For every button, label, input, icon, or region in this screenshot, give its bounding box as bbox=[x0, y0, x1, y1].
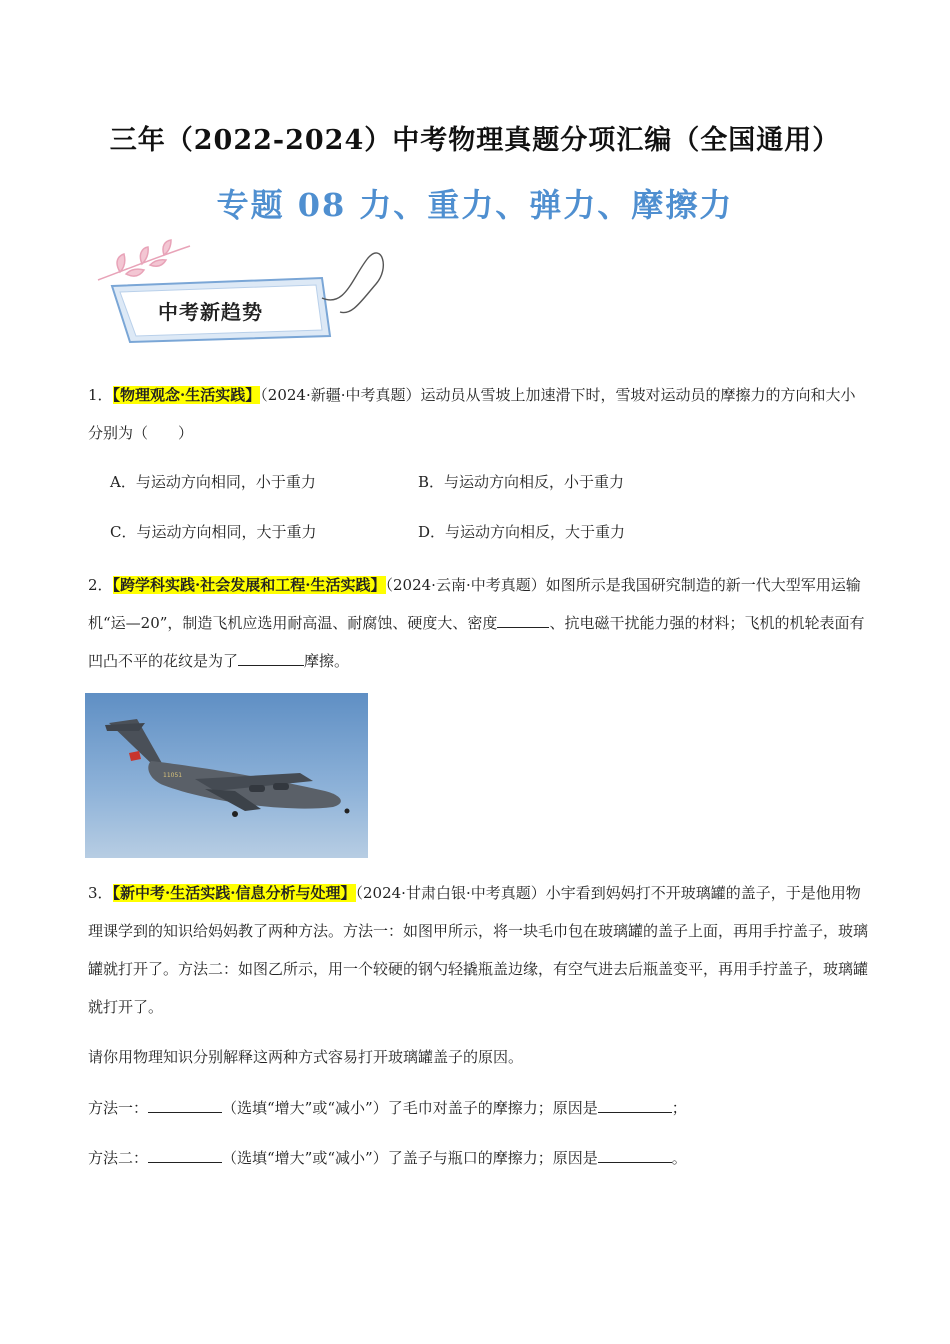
method-1-label: 方法一： bbox=[88, 1099, 149, 1117]
question-number: 3． bbox=[88, 884, 113, 902]
method-2-label: 方法二： bbox=[88, 1149, 149, 1167]
method-2-text: （选填“增大”或“减小”）了盖子与瓶口的摩擦力；原因是 bbox=[222, 1149, 598, 1167]
method-2-end: 。 bbox=[671, 1149, 687, 1167]
question-number: 2． bbox=[88, 576, 113, 594]
option-d: D．与运动方向相反，大于重力 bbox=[418, 523, 626, 541]
question-text-part2: 、抗电磁干扰能力强的材料；飞机的机轮表面有凹凸不平的花纹是为了 bbox=[88, 614, 865, 670]
question-3 bbox=[88, 874, 870, 1026]
method-2-line bbox=[88, 1146, 687, 1170]
option-b: B．与运动方向相反，小于重力 bbox=[418, 473, 625, 491]
section-banner bbox=[90, 238, 390, 348]
question-number: 1． bbox=[88, 386, 113, 404]
question-tag: 【跨学科实践·社会发展和工程·生活实践】 bbox=[112, 576, 386, 594]
option-a: A．与运动方向相同，小于重力 bbox=[110, 473, 316, 491]
question-tag: 【新中考·生活实践·信息分析与处理】 bbox=[112, 884, 356, 902]
question-text: （2024·新疆·中考真题）运动员从雪坡上加速滑下时，雪坡对运动员的摩擦力的方向和大小分别为（ ） bbox=[88, 386, 856, 442]
method-1-text: （选填“增大”或“减小”）了毛巾对盖子的摩擦力；原因是 bbox=[222, 1099, 598, 1117]
tail-number: 11051 bbox=[163, 772, 183, 779]
answer-blank bbox=[598, 1146, 672, 1163]
question-1 bbox=[88, 376, 870, 452]
option-c: C．与运动方向相同，大于重力 bbox=[110, 523, 317, 541]
answer-blank bbox=[148, 1096, 222, 1113]
question-3-prompt: 请你用物理知识分别解释这两种方式容易打开玻璃罐盖子的原因。 bbox=[88, 1048, 524, 1066]
document-title: 三年（2022-2024）中考物理真题分项汇编（全国通用） bbox=[109, 125, 841, 156]
method-1-line bbox=[88, 1096, 687, 1120]
banner-label: 中考新趋势 bbox=[158, 300, 263, 324]
question-tag: 【物理观念·生活实践】 bbox=[112, 386, 261, 404]
answer-blank bbox=[148, 1146, 222, 1163]
answer-blank bbox=[598, 1096, 672, 1113]
answer-blank bbox=[238, 649, 304, 666]
method-1-end: ； bbox=[671, 1099, 687, 1117]
leaf-branch-icon bbox=[98, 240, 190, 280]
question-text-part3: 摩擦。 bbox=[304, 652, 350, 670]
question-text: （2024·甘肃白银·中考真题）小宇看到妈妈打不开玻璃罐的盖子，于是他用物理课学到的知识给妈妈教了两种方法。方法一：如图甲所示，将一块毛巾包在玻璃罐的盖子上面，再用手拧盖子，玻璃罐就打开了。方法二：如图乙所示，用一个较硬的钢勺轻撬瓶盖边缘，有空气进去后瓶盖变平，再用手拧盖子，玻璃罐就打开了。 bbox=[88, 884, 869, 1016]
topic-subtitle: 专题 08 力、重力、弹力、摩擦力 bbox=[216, 186, 734, 224]
aircraft-photo bbox=[85, 693, 368, 858]
swirl-string-icon bbox=[322, 253, 383, 313]
answer-blank bbox=[497, 611, 549, 628]
question-text-part1: （2024·云南·中考真题）如图所示是我国研究制造的新一代大型军用运输机“运—20”，制造飞机应选用耐高温、耐腐蚀、硬度大、密度 bbox=[88, 576, 861, 632]
question-2 bbox=[88, 566, 870, 680]
